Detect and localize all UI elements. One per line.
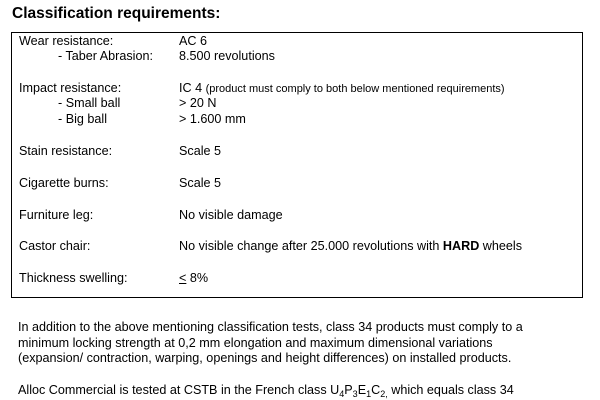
class-p-sub: 3 bbox=[352, 389, 358, 399]
cigarette-burns-label: Cigarette burns: bbox=[19, 176, 109, 190]
class-e-sub: 1 bbox=[366, 389, 372, 399]
thickness-swelling-percent: 8% bbox=[186, 271, 209, 285]
small-ball-label: - Small ball bbox=[58, 96, 121, 110]
taber-abrasion-value: 8.500 revolutions bbox=[179, 49, 275, 63]
page-title: Classification requirements: bbox=[12, 5, 221, 22]
impact-resistance-value bbox=[179, 81, 505, 97]
less-equal-symbol: < bbox=[179, 271, 187, 285]
thickness-swelling-label: Thickness swelling: bbox=[19, 271, 128, 285]
paragraph-line: In addition to the above mentioning classification tests, class 34 products must comply to a bbox=[18, 320, 523, 334]
impact-resistance-label: Impact resistance: bbox=[19, 81, 122, 95]
furniture-leg-value: No visible damage bbox=[179, 208, 283, 222]
cigarette-burns-value: Scale 5 bbox=[179, 176, 222, 190]
class-u-sub: 4 bbox=[339, 389, 345, 399]
requirements-box bbox=[11, 32, 583, 298]
impact-note: (product must comply to both below mentioned requirements) bbox=[205, 83, 505, 95]
castor-chair-wheels: wheels bbox=[479, 239, 523, 253]
thickness-swelling-value bbox=[179, 271, 208, 286]
class-e: E bbox=[357, 383, 367, 397]
stain-resistance-label: Stain resistance: bbox=[19, 144, 113, 158]
small-ball-value: > 20 N bbox=[179, 96, 217, 110]
class-c: C bbox=[371, 383, 381, 397]
big-ball-label: - Big ball bbox=[58, 112, 107, 126]
paragraph-classification bbox=[18, 320, 588, 367]
taber-abrasion-label: - Taber Abrasion: bbox=[58, 49, 153, 63]
castor-chair-text: No visible change after 25.000 revolutions with bbox=[179, 239, 443, 253]
class-p: P bbox=[344, 383, 353, 397]
cstb-text: Alloc Commercial is tested at CSTB in the French class U bbox=[18, 383, 340, 397]
castor-chair-value bbox=[179, 239, 522, 254]
castor-chair-label: Castor chair: bbox=[19, 239, 91, 253]
stain-resistance-value: Scale 5 bbox=[179, 144, 222, 158]
furniture-leg-label: Furniture leg: bbox=[19, 208, 94, 222]
wear-resistance-value: AC 6 bbox=[179, 34, 207, 48]
paragraph-line: (expansion/ contraction, warping, openings and height differences) on installed products. bbox=[18, 351, 512, 365]
big-ball-value: > 1.600 mm bbox=[179, 112, 246, 126]
class-c-sub: 2, bbox=[380, 389, 388, 399]
wear-resistance-label: Wear resistance: bbox=[19, 34, 114, 48]
paragraph-cstb bbox=[18, 383, 588, 399]
impact-class: IC 4 bbox=[179, 81, 203, 95]
paragraph-line: minimum locking strength at 0,2 mm elongation and maximum dimensional variations bbox=[18, 335, 493, 350]
cstb-text-end: which equals class 34 bbox=[387, 383, 514, 397]
castor-chair-hard: HARD bbox=[442, 239, 480, 253]
